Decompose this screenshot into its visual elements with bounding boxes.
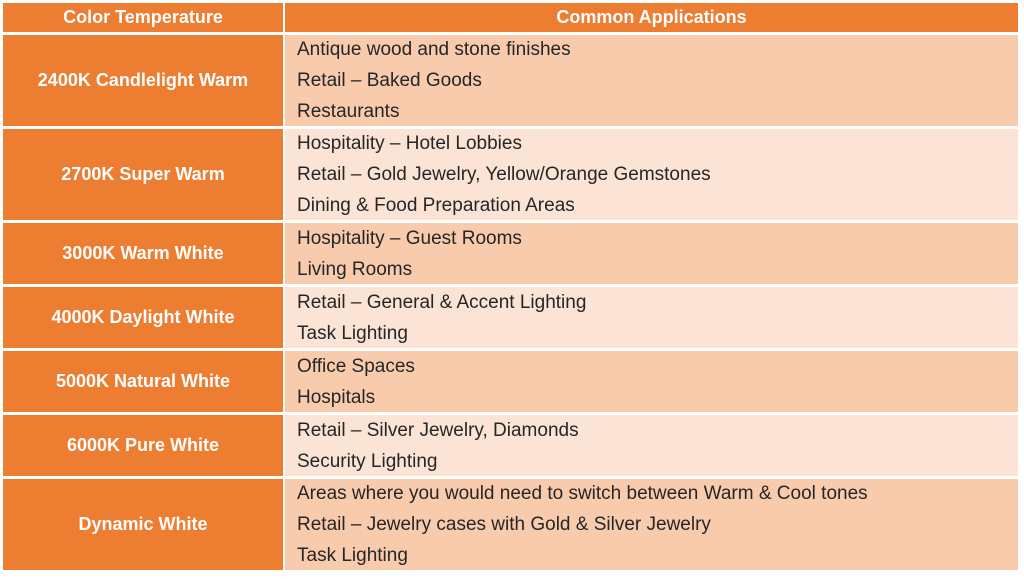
application-item: Security Lighting <box>297 450 438 472</box>
application-item: Task Lighting <box>297 322 408 344</box>
application-item: Retail – Gold Jewelry, Yellow/Orange Gemstones <box>297 164 711 185</box>
temperature-cell: Dynamic White <box>3 479 285 573</box>
application-item: Hospitality – Hotel Lobbies <box>297 133 522 154</box>
application-item: Living Rooms <box>297 258 413 280</box>
application-item: Retail – Baked Goods <box>297 70 482 91</box>
temperature-cell: 5000K Natural White <box>3 351 285 415</box>
temperature-cell: 3000K Warm White <box>3 223 285 287</box>
application-item: Retail – Jewelry cases with Gold & Silver Jewelry <box>297 514 711 535</box>
applications-cell <box>285 287 1020 351</box>
temperature-cell: 4000K Daylight White <box>3 287 285 351</box>
application-item: Hospitals <box>297 386 376 408</box>
application-item: Restaurants <box>297 101 400 122</box>
temperature-cell: 6000K Pure White <box>3 415 285 479</box>
application-item: Dining & Food Preparation Areas <box>297 195 575 216</box>
temperature-cell: 2400K Candlelight Warm <box>3 35 285 129</box>
application-item: Antique wood and stone finishes <box>297 39 571 60</box>
header-color-temperature: Color Temperature <box>3 3 285 35</box>
applications-cell <box>285 479 1020 573</box>
applications-cell <box>285 351 1020 415</box>
application-item: Office Spaces <box>297 355 415 377</box>
application-item: Task Lighting <box>297 545 408 566</box>
applications-cell <box>285 223 1020 287</box>
header-common-applications: Common Applications <box>285 3 1020 35</box>
application-item: Retail – General & Accent Lighting <box>297 291 587 313</box>
application-item: Retail – Silver Jewelry, Diamonds <box>297 419 579 441</box>
applications-cell <box>285 35 1020 129</box>
application-item: Areas where you would need to switch between Warm & Cool tones <box>297 483 868 504</box>
applications-cell <box>285 129 1020 223</box>
temperature-cell: 2700K Super Warm <box>3 129 285 223</box>
application-item: Hospitality – Guest Rooms <box>297 227 522 249</box>
color-temperature-table <box>3 3 1020 576</box>
applications-cell <box>285 415 1020 479</box>
